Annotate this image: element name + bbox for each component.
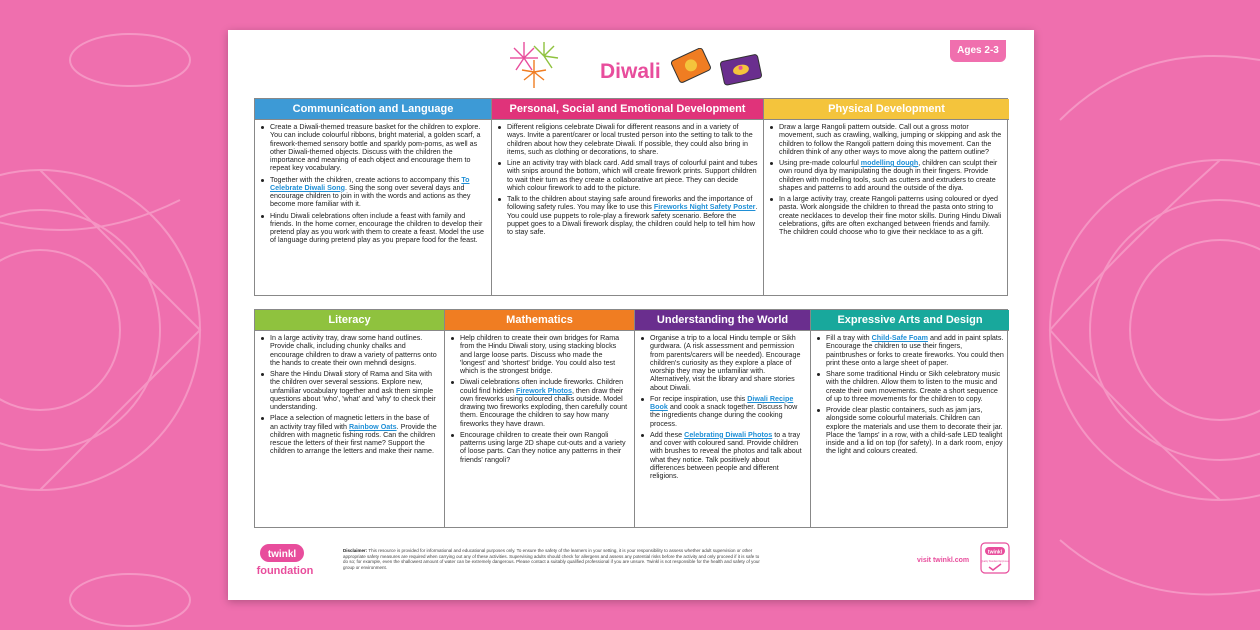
understanding-item-text: Organise a trip to a local Hindu temple or Sikh gurdwara. (A risk assessment and permission from parents/carers will be needed). Encourage children's curiosity as they explore a place of worship they may be unfamiliar with. Alternatively, visit the library and share stories about Diwali. <box>650 334 801 392</box>
literacy-item <box>259 334 439 367</box>
physical-item-link[interactable]: modelling dough <box>860 159 919 167</box>
physical-item <box>768 123 1004 156</box>
physical-item-text: Using pre-made colourful <box>779 159 861 167</box>
physical-item <box>768 159 1004 192</box>
understanding-item-text: For recipe inspiration, use this <box>650 394 748 403</box>
mathematics-section <box>445 310 635 527</box>
personal-item <box>496 195 758 236</box>
expressive-item <box>815 370 1004 403</box>
understanding-header: Understanding the World <box>635 310 810 331</box>
understanding-item <box>639 395 805 428</box>
mathematics-item-text: Diwali celebrations often include fireworks. Children could find hidden <box>460 378 624 395</box>
communication-header: Communication and Language <box>255 99 491 120</box>
literacy-item-text-after: . Provide the children with magnetic fishing rods. Can the children rescue the letters of their first name? Support the children to arrange the letters and make their name. <box>270 422 437 456</box>
literacy-item <box>259 370 439 411</box>
communication-item-text: Hindu Diwali celebrations often include a feast with family and friends. In the home corner, encourage the children to develop their pretend play as you work with them to create a feast. Model the use of language during pretend play as you prepare food for the feast. <box>270 211 484 245</box>
communication-list <box>255 120 491 248</box>
mathematics-item-text: Help children to create their own bridges for Rama from the Hindu Diwali story, using stacking blocks and large loose parts. Discuss who made the 'longest' and 'shortest' bridge. You could also test which is the strongest bridge. <box>460 334 620 375</box>
understanding-item-text-after: and cook a snack together. Discuss how the ingredients change during the cooking process. <box>650 403 798 428</box>
disclaimer-label: Disclaimer: <box>343 548 368 553</box>
mathematics-item <box>449 431 629 464</box>
communication-item <box>259 123 486 173</box>
expressive-item-text: Provide clear plastic containers, such as jam jars, alongside some colourful materials. Children can explore the materials and use them to decorate their jar. Place the 'lamps' in a row, with a child-safe LED tealight inside and a lid on top (for safety). In a dark room, enjoy the light and colours created. <box>826 406 1003 456</box>
personal-item-text: Talk to the children about staying safe around fireworks and the importance of following safety rules. You may like to use this <box>507 195 753 212</box>
literacy-item-text: Share the Hindu Diwali story of Rama and Sita with the children over several sessions. Explore new, unfamiliar vocabulary together and ask them simple questions about 'who', 'what' and 'why' to check their understanding. <box>270 370 436 411</box>
firework-illustration <box>506 36 562 92</box>
literacy-list <box>255 331 444 459</box>
logo-top-text: twinkl <box>267 549 297 560</box>
literacy-section <box>255 310 445 527</box>
expressive-item-text-after: and add in paint splats. Encourage the children to use their fingers, paintbrushes or forks to create fireworks. You could then print these onto a large sheet of paper. <box>826 334 1004 367</box>
mathematics-item <box>449 378 629 428</box>
mathematics-item-text-after: , then draw their own fireworks using coloured chalks outside. Model drawing two fireworks exploding, then carefully count them. Encourage the children to say how many fireworks they have drawn. <box>460 386 628 428</box>
literacy-item-text: In a large activity tray, draw some hand outlines. Provide chalk, including chunky chalks and encourage children to draw a variety of patterns onto the hands to create their own mehndi designs. <box>270 334 437 367</box>
literacy-header: Literacy <box>255 310 444 331</box>
top-sections-grid <box>254 98 1008 296</box>
physical-section <box>764 99 1009 295</box>
physical-list <box>764 120 1009 239</box>
expressive-section <box>811 310 1009 527</box>
personal-header: Personal, Social and Emotional Development <box>492 99 763 120</box>
visit-link[interactable]: visit twinkl.com <box>917 557 970 564</box>
quality-standard-badge <box>980 542 1010 576</box>
badge-text: twinkl <box>987 549 1003 556</box>
personal-item-text-after: . You could use puppets to role-play a firework safety scenario. Before the puppet goes to a Diwali firework display, the children could help to tell him how to stay safe. <box>507 203 758 236</box>
mathematics-header: Mathematics <box>445 310 634 331</box>
footer <box>254 538 1008 594</box>
communication-item-text: Together with the children, create actions to accompany this <box>270 175 462 184</box>
literacy-item-link[interactable]: Rainbow Oats <box>348 422 397 431</box>
personal-item-text: Line an activity tray with black card. Add small trays of colourful paint and tubes with snips around the bottom, which will create firework prints. Support children to wait their turn as they create a collaborative art piece. They can decide which colour firework to add to the picture. <box>507 159 758 192</box>
physical-header: Physical Development <box>764 99 1009 120</box>
physical-item-text: In a large activity tray, create Rangoli patterns using coloured or dyed pasta. Work alongside the children to thread the pasta onto string to create necklaces to develop their fine motor skills. During Hindu Diwali celebrations, gifts are often exchanged between friends and family. The children could choose who to give their necklace to as a gift. <box>779 195 1002 236</box>
page-title: Diwali <box>600 60 661 83</box>
personal-item-link[interactable]: Fireworks Night Safety Poster <box>653 203 756 212</box>
personal-section <box>492 99 764 295</box>
mathematics-item-link[interactable]: Firework Photos <box>515 386 572 395</box>
personal-item <box>496 123 758 156</box>
age-badge: Ages 2-3 <box>950 40 1006 62</box>
understanding-item-text-after: to a tray and cover with coloured sand. Provide children with brushes to reveal the photos and talk about what they notice. Talk positively about differences between people and different religions. <box>650 430 802 480</box>
physical-item-text-after: , children can sculpt their own round diya by manipulating the dough in their fingers. Provide children with modelling tools, such as cutters and extruders to create shapes and patterns to add around the outside of the diya. <box>779 159 998 192</box>
understanding-item-text: Add these <box>650 430 685 439</box>
understanding-list <box>635 331 810 483</box>
literacy-item <box>259 414 439 455</box>
mathematics-item-text: Encourage children to create their own Rangoli patterns using large 2D shape cut-outs and a variety of loose parts. Can they notice any patterns in their friends' rangoli? <box>460 430 626 464</box>
bottom-sections-grid <box>254 309 1008 528</box>
logo-bottom-text: foundation <box>256 565 314 577</box>
communication-item-link[interactable]: To Celebrate Diwali Song <box>270 175 470 192</box>
personal-list <box>492 120 763 239</box>
mathematics-item <box>449 334 629 375</box>
personal-item <box>496 159 758 192</box>
physical-item <box>768 195 1004 236</box>
communication-section <box>255 99 492 295</box>
expressive-list <box>811 331 1009 459</box>
communication-item <box>259 176 486 209</box>
mathematics-list <box>445 331 634 467</box>
understanding-item-link[interactable]: Diwali Recipe Book <box>650 394 794 411</box>
expressive-item-text: Fill a tray with <box>826 334 872 342</box>
expressive-item-text: Share some traditional Hindu or Sikh celebratory music with the children. Allow them to listen to the music and create their own movements. Create a short sequence of up to three movements for the children to copy. <box>826 370 1001 403</box>
understanding-item-link[interactable]: Celebrating Diwali Photos <box>684 430 773 439</box>
literacy-item-text: Place a selection of magnetic letters in the base of an activity tray filled with <box>270 414 430 431</box>
expressive-header: Expressive Arts and Design <box>811 310 1009 331</box>
expressive-item-link[interactable]: Child-Safe Foam <box>871 334 928 342</box>
diwali-cards-icon <box>670 48 770 88</box>
understanding-item <box>639 431 805 481</box>
expressive-item <box>815 406 1004 456</box>
twinkl-foundation-logo <box>254 544 316 580</box>
communication-item-text-after: . Sing the song over several days and encourage children to join in with the words and actions as they become more familiar with it. <box>270 183 471 209</box>
activity-sheet-page <box>228 30 1034 600</box>
disclaimer <box>343 548 763 570</box>
physical-item-text: Draw a large Rangoli pattern outside. Call out a gross motor movement, such as crawling, walking, jumping or skipping and ask the children to follow the Rangoli pattern doing this movement. Can the children think of any other ways to move along the pattern outline? <box>779 123 1002 156</box>
understanding-section <box>635 310 811 527</box>
badge-sub-text: Quality Standard Approved <box>980 560 1010 563</box>
understanding-item <box>639 334 805 392</box>
disclaimer-text: This resource is provided for informational and educational purposes only. To ensure the safety of the learners in your setting, it is your responsibility to assess whether adult supervision or other appropriate safety measures are required when carrying out any of these activities. Supervising adults should check for allergens and assess any potential risks before the activity and only proceed if it is safe to do so; for example, even the shallowest amount of water can be extremely dangerous. Please contact a suitably qualified professional if you are unsure. Twinkl is not responsible for the health and safety of your group or environment. <box>343 548 760 570</box>
communication-item <box>259 212 486 245</box>
communication-item-text: Create a Diwali-themed treasure basket for the children to explore. You can include colourful ribbons, bright material, a golden scarf, a firework-themed sensory bottle and sparkly pom-poms, as well as other Diwali-themed objects. Discuss with the children the importance and meaning of each object and encourage them to repeat key vocabulary. <box>270 123 481 173</box>
personal-item-text: Different religions celebrate Diwali for different reasons and in a variety of ways. Invite a parent/carer or local trusted person into the setting to talk to the children about how they celebrate Diwali. If possible, they could also bring in items, such as clothing or decorations, to share. <box>507 123 753 156</box>
expressive-item <box>815 334 1004 367</box>
